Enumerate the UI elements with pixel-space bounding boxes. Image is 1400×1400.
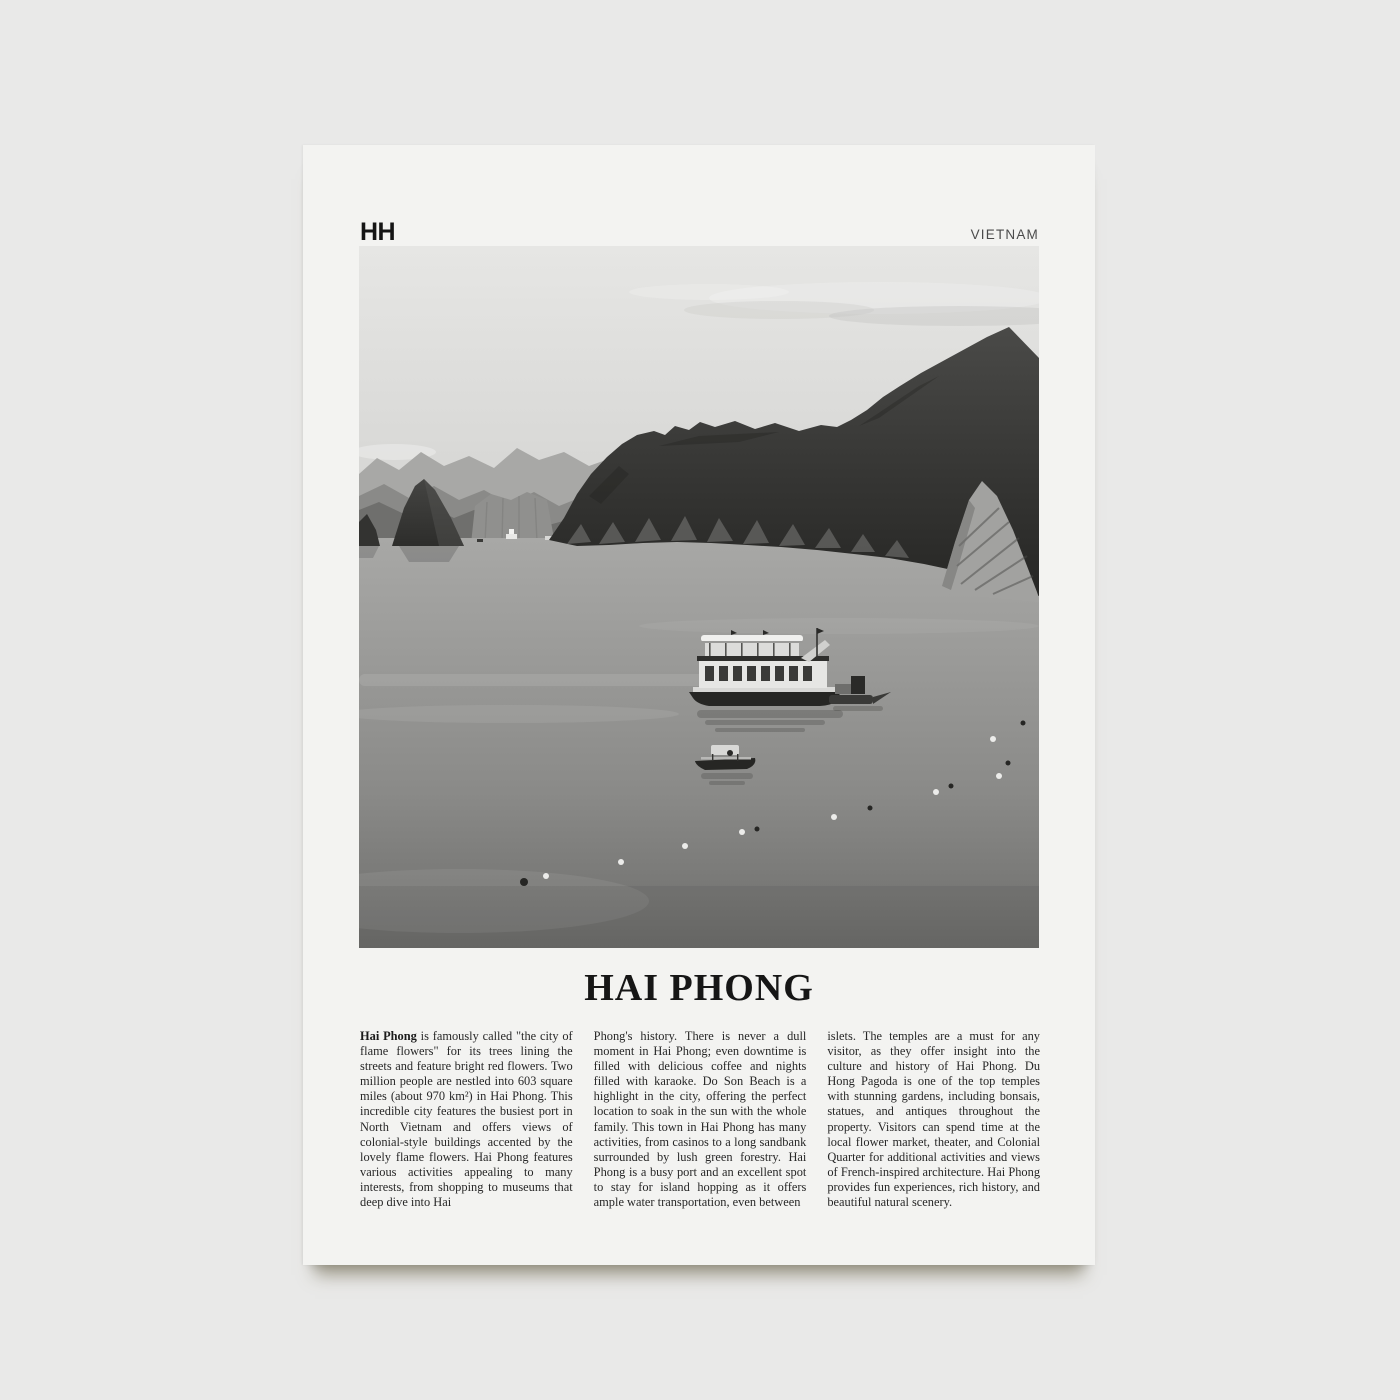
hero-photo-illustration: [359, 246, 1039, 948]
article-column-3: islets. The temples are a must for any visitor, as they offer insight into the culture and history of Hai Phong. Du Hong Pagoda is one of the top temples with stunning gardens, including bonsais, statues, and antiques throughout the property. Visitors can spend time at the local flower market, theater, and Colonial Quarter for additional activities and views of French-inspired architecture. Hai Phong provides fun experiences, rich history, and beautiful natural scenery.: [827, 1029, 1041, 1210]
travel-poster: [303, 145, 1095, 1265]
article-column-1: Hai Phong is famously called "the city of flame flowers" for its trees lining the streets and feature bright red flowers. Two million people are nestled into 603 square miles (about 970 km²) in Hai Phong. This incredible city features the busiest port in North Vietnam and offers views of colonial-style buildings accented by the lovely flame flowers. Hai Phong features various activities appealing to many interests, from shopping to museums that deep dive into Hai: [360, 1029, 573, 1210]
poster-header: [360, 205, 1039, 245]
brand-logo: HH: [360, 218, 396, 246]
article-column-2: Phong's history. There is never a dull moment in Hai Phong; even downtime is filled with delicious coffee and nights filled with karaoke. Do Son Beach is a highlight in the city, offering the perfect location to soak in the sun with the whole family. This town in Hai Phong has many activities, from casinos to a long sandbank surrounded by lush green forestry. Hai Phong is a busy port and an excellent spot to stay for island hopping as it offers ample water transportation, even between: [593, 1029, 807, 1210]
hero-photo: [359, 246, 1039, 948]
article-body: [360, 1029, 1040, 1210]
article-lead-bold: Hai Phong: [360, 1029, 417, 1043]
page-title: HAI PHONG: [584, 967, 814, 1009]
country-label: VIETNAM: [970, 226, 1039, 242]
